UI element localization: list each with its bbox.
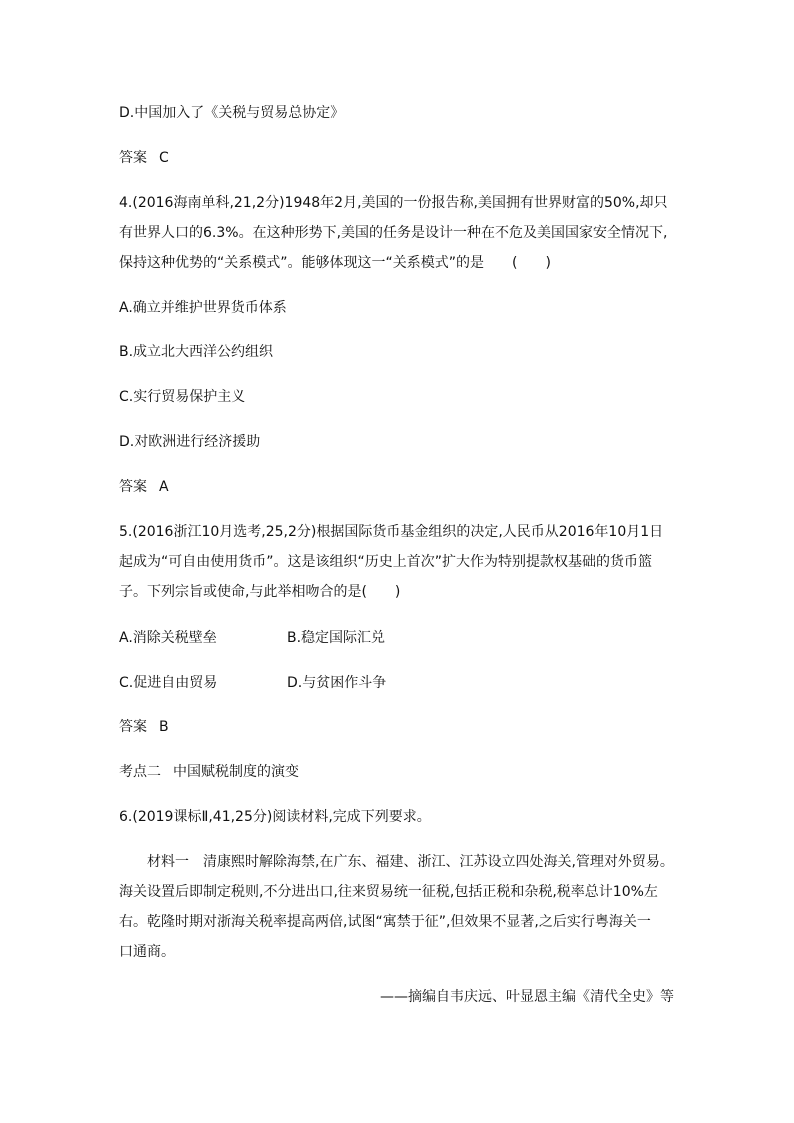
- q6-stem: 6.(2019课标Ⅱ,41,25分)阅读材料,完成下列要求。: [119, 809, 431, 825]
- q5-stem-line-3: 子。下列宗旨或使命,与此举相吻合的是( ): [119, 584, 401, 600]
- q5-stem-line-2: 起成为“可自由使用货币”。这是该组织“历史上首次”扩大作为特别提款权基础的货币篮: [119, 554, 653, 570]
- q4-stem-line-3: 保持这种优势的“关系模式”。能够体现这一“关系模式”的是 ( ): [119, 255, 551, 271]
- answer-value: B: [159, 719, 169, 735]
- q5-option-c: C.促进自由贸易: [119, 675, 218, 691]
- section-label: 考点二: [119, 764, 161, 780]
- answer-label: 答案: [119, 719, 147, 735]
- q3-option-d: D.中国加入了《关税与贸易总协定》: [119, 105, 345, 121]
- q4-option-a: A.确立并维护世界货币体系: [119, 300, 287, 316]
- q6-source: ——摘编自韦庆远、叶显恩主编《清代全史》等: [380, 989, 674, 1005]
- q4-stem-line-2: 有世界人口的6.3%。在这种形势下,美国的任务是设计一种在不危及美国国家安全情况下,: [119, 225, 668, 241]
- q4-option-b: B.成立北大西洋公约组织: [119, 344, 274, 360]
- q4-answer: [119, 477, 169, 497]
- answer-value: C: [159, 150, 169, 166]
- answer-value: A: [159, 479, 169, 495]
- q5-option-d: D.与贫困作斗争: [287, 675, 387, 691]
- q4-option-d: D.对欧洲进行经济援助: [119, 434, 261, 450]
- q6-material-line-2: 海关设置后即制定税则,不分进出口,往来贸易统一征税,包括正税和杂税,税率总计10%左: [119, 884, 658, 900]
- q3-answer: [119, 148, 169, 168]
- q6-material-line-3: 右。乾隆时期对浙海关税率提高两倍,试图“寓禁于征”,但效果不显著,之后实行粤海关一: [119, 914, 651, 930]
- q5-option-b: B.稳定国际汇兑: [287, 630, 386, 646]
- q4-stem-line-1: 4.(2016海南单科,21,2分)1948年2月,美国的一份报告称,美国拥有世界财富的50%,却只: [119, 195, 668, 211]
- section-heading: [119, 762, 299, 782]
- q6-material-line-1: 材料一 清康熙时解除海禁,在广东、福建、浙江、江苏设立四处海关,管理对外贸易。: [147, 854, 674, 870]
- q4-option-c: C.实行贸易保护主义: [119, 389, 246, 405]
- q5-stem-line-1: 5.(2016浙江10月选考,25,2分)根据国际货币基金组织的决定,人民币从2016年10月1日: [119, 524, 664, 540]
- q5-option-a: A.消除关税壁垒: [119, 630, 217, 646]
- answer-label: 答案: [119, 150, 147, 166]
- section-title: 中国赋税制度的演变: [173, 764, 299, 780]
- q6-material-line-4: 口通商。: [119, 944, 175, 960]
- q5-answer: [119, 717, 169, 737]
- answer-label: 答案: [119, 479, 147, 495]
